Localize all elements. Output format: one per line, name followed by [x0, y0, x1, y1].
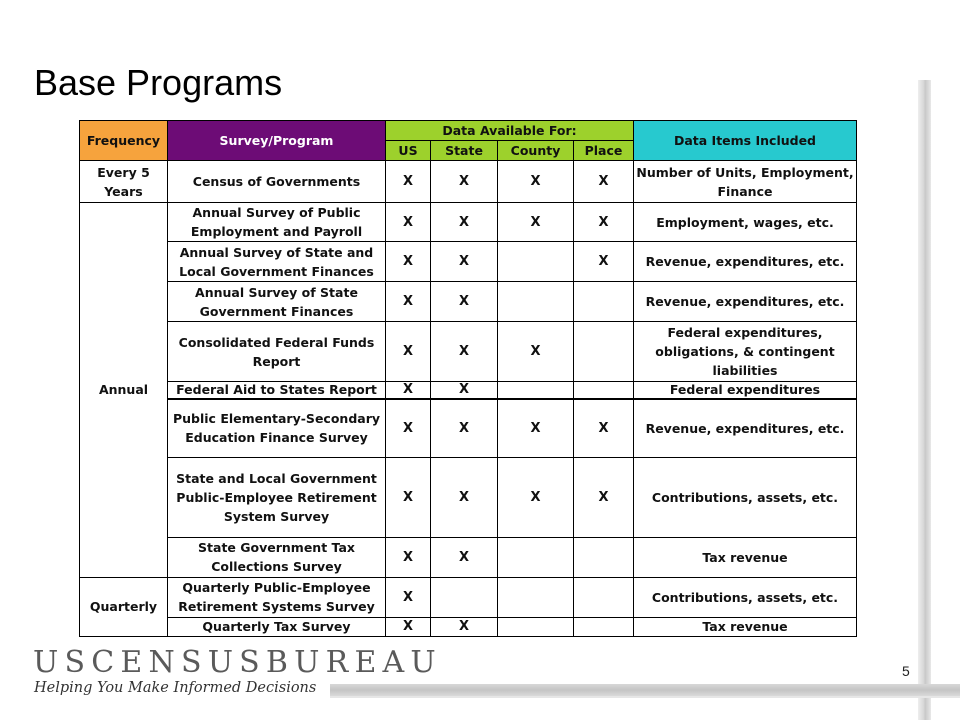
state-mark: X — [431, 457, 498, 537]
place-mark — [574, 382, 634, 400]
programs-table — [79, 120, 857, 637]
table-row — [80, 282, 857, 322]
survey-name: State and Local Government Public-Employee Retirement System Survey — [168, 457, 386, 537]
slide-title: Base Programs — [34, 62, 283, 103]
place-mark — [574, 322, 634, 382]
place-mark: X — [574, 457, 634, 537]
table-row — [80, 617, 857, 636]
state-mark: X — [431, 282, 498, 322]
county-mark — [498, 577, 574, 617]
page-number: 5 — [902, 663, 910, 679]
header-county: County — [498, 141, 574, 161]
place-mark — [574, 282, 634, 322]
data-items: Contributions, assets, etc. — [634, 457, 857, 537]
header-data-items: Data Items Included — [634, 121, 857, 161]
county-mark: X — [498, 399, 574, 457]
logo-tagline: Helping You Make Informed Decisions — [34, 680, 317, 696]
us-mark: X — [386, 537, 431, 577]
county-mark: X — [498, 203, 574, 242]
county-mark — [498, 537, 574, 577]
data-items: Federal expenditures, obligations, & contingent liabilities — [634, 322, 857, 382]
state-mark: X — [431, 399, 498, 457]
us-mark: X — [386, 457, 431, 537]
table-row — [80, 161, 857, 203]
us-mark: X — [386, 282, 431, 322]
survey-name: Census of Governments — [168, 161, 386, 203]
county-mark: X — [498, 161, 574, 203]
frequency-quarterly: Quarterly — [80, 577, 168, 636]
county-mark — [498, 282, 574, 322]
county-mark — [498, 617, 574, 636]
table-row — [80, 382, 857, 400]
us-mark: X — [386, 203, 431, 242]
decorative-vertical-bar — [918, 80, 931, 720]
place-mark: X — [574, 242, 634, 282]
survey-name: Annual Survey of State and Local Government Finances — [168, 242, 386, 282]
us-mark: X — [386, 161, 431, 203]
table-row — [80, 399, 857, 457]
header-us: US — [386, 141, 431, 161]
decorative-horizontal-line — [330, 696, 960, 698]
us-mark: X — [386, 399, 431, 457]
data-items: Employment, wages, etc. — [634, 203, 857, 242]
data-items: Federal expenditures — [634, 382, 857, 400]
county-mark — [498, 242, 574, 282]
frequency-annual: Annual — [80, 203, 168, 578]
table-row — [80, 577, 857, 617]
state-mark: X — [431, 537, 498, 577]
state-mark: X — [431, 617, 498, 636]
us-mark: X — [386, 322, 431, 382]
survey-name: Federal Aid to States Report — [168, 382, 386, 400]
data-items: Revenue, expenditures, etc. — [634, 282, 857, 322]
data-items: Number of Units, Employment, Finance — [634, 161, 857, 203]
state-mark — [431, 577, 498, 617]
place-mark: X — [574, 399, 634, 457]
county-mark: X — [498, 457, 574, 537]
place-mark: X — [574, 161, 634, 203]
state-mark: X — [431, 161, 498, 203]
us-mark: X — [386, 617, 431, 636]
table-row — [80, 203, 857, 242]
county-mark: X — [498, 322, 574, 382]
header-survey-program: Survey/Program — [168, 121, 386, 161]
us-mark: X — [386, 382, 431, 400]
place-mark: X — [574, 203, 634, 242]
data-items: Revenue, expenditures, etc. — [634, 399, 857, 457]
county-mark — [498, 382, 574, 400]
table-row — [80, 457, 857, 537]
table-row — [80, 322, 857, 382]
survey-name: State Government Tax Collections Survey — [168, 537, 386, 577]
header-place: Place — [574, 141, 634, 161]
data-items: Tax revenue — [634, 537, 857, 577]
header-data-available: Data Available For: — [386, 121, 634, 141]
survey-name: Quarterly Public-Employee Retirement Systems Survey — [168, 577, 386, 617]
state-mark: X — [431, 322, 498, 382]
survey-name: Public Elementary-Secondary Education Finance Survey — [168, 399, 386, 457]
header-state: State — [431, 141, 498, 161]
survey-name: Annual Survey of State Government Finances — [168, 282, 386, 322]
state-mark: X — [431, 203, 498, 242]
table-row — [80, 242, 857, 282]
us-mark: X — [386, 577, 431, 617]
decorative-horizontal-bar — [330, 684, 960, 696]
frequency-every-5-years: Every 5 Years — [80, 161, 168, 203]
table-row — [80, 537, 857, 577]
us-mark: X — [386, 242, 431, 282]
data-items: Contributions, assets, etc. — [634, 577, 857, 617]
census-bureau-logo: USCENSUSBUREAU — [33, 645, 442, 680]
place-mark — [574, 577, 634, 617]
state-mark: X — [431, 242, 498, 282]
place-mark — [574, 537, 634, 577]
survey-name: Annual Survey of Public Employment and Payroll — [168, 203, 386, 242]
state-mark: X — [431, 382, 498, 400]
header-frequency: Frequency — [80, 121, 168, 161]
data-items: Revenue, expenditures, etc. — [634, 242, 857, 282]
survey-name: Consolidated Federal Funds Report — [168, 322, 386, 382]
data-items: Tax revenue — [634, 617, 857, 636]
survey-name: Quarterly Tax Survey — [168, 617, 386, 636]
place-mark — [574, 617, 634, 636]
